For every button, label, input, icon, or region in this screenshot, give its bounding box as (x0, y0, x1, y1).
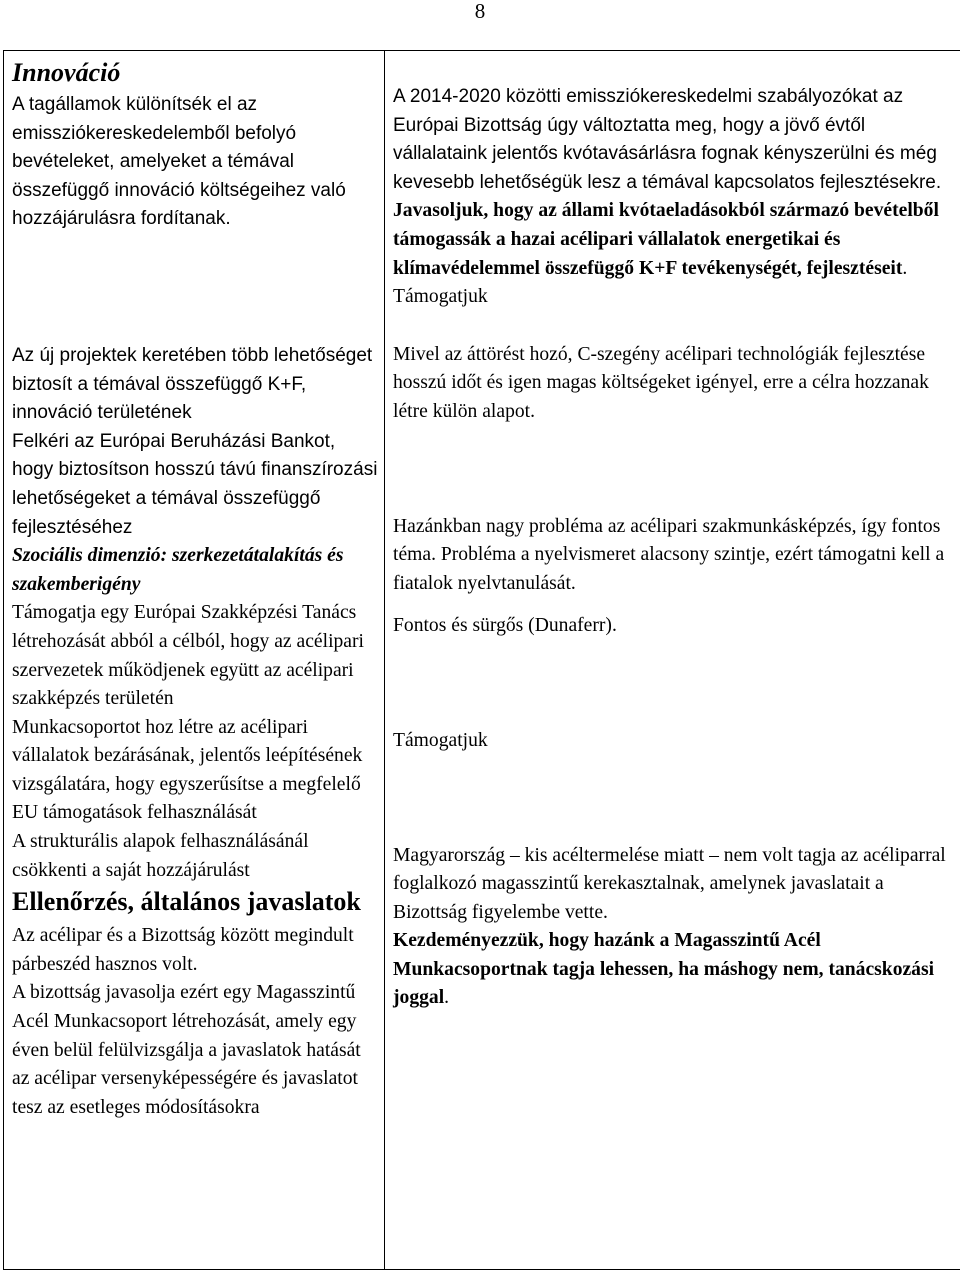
paragraph-urgent: Fontos és sürgős (Dunaferr). (393, 615, 617, 637)
paragraph-hlg: A bizottság javasolja ezért egy Magasszintű Acél Munkacsoport létrehozását, amely egy éven belül felülvizsgálja a javaslatok hatását az acélipar versenyképességére és javaslatot tesz az esetleges módosításokra (12, 982, 361, 1118)
paragraph-projects: Az új projektek keretében több lehetőséget biztosít a témával összefüggő K+F, innováció területének (12, 344, 373, 424)
table-row (4, 51, 960, 1270)
paragraph-ets-proposal: Javasoljuk, hogy az állami kvótaeladásokból származó bevételből támogassák a hazai acélipari vállalatok energetikai és klímavédelemmel összefüggő K+F tevékenységét, fejlesztéseit (393, 200, 939, 279)
right-column (385, 51, 960, 1270)
support-statement-2: Támogatjuk (393, 729, 488, 751)
paragraph-structural: A strukturális alapok felhasználásánál csökkenti a saját hozzájárulást (12, 831, 309, 881)
paragraph-initiative-end: . (444, 987, 450, 1009)
paragraph-vocational: Hazánkban nagy probléma az acélipari szakmunkásképzés, így fontos téma. Probléma a nyelvismeret alacsony szintje, ezért támogatni kell a fiatalok nyelvtanulását. (393, 515, 945, 594)
paragraph-initiative (393, 927, 959, 1013)
paragraph-ets-text: A 2014-2020 közötti emissziókereskedelmi szabályozókat az Európai Bizottság úgy változtatta meg, hogy a jövő évtől vállalataink jelentős kvótavásárlásra fognak kényszerülni és még kevesebb lehetőségük lesz a témával kapcsolatos fejlesztésekre. (393, 86, 942, 193)
support-statement-1: Támogatjuk (393, 286, 488, 308)
left-column (4, 51, 385, 1270)
paragraph-eib: Felkéri az Európai Beruházási Bankot, hogy biztosítson hosszú távú finanszírozási lehetőségeket a témával összefüggő fejlesztéséhez (12, 430, 378, 538)
paragraph-ets (393, 83, 959, 283)
paragraph-initiative-text: Kezdeményezzük, hogy hazánk a Magasszintű Acél Munkacsoportnak tagja lehessen, ha máshogy nem, tanácskozási joggal (393, 930, 935, 1009)
paragraph-innovation: A tagállamok különítsék el az emissziókereskedelemből befolyó bevételeket, amelyeket a témával összefüggő innováció költségeihez való hozzájárulásra fordítanak. (12, 94, 346, 230)
page-number: 8 (474, 0, 486, 23)
heading-innovation: Innováció (12, 58, 121, 87)
paragraph-ets-end: . (902, 257, 908, 279)
paragraph-hungary: Magyarország – kis acéltermelése miatt – nem volt tagja az acéliparral foglalkozó magasszintű kerekasztalnak, amelynek javaslatait a Bizottság figyelembe vette. (393, 844, 946, 923)
paragraph-dialogue: Az acélipar és a Bizottság között megindult párbeszéd hasznos volt. (12, 925, 354, 975)
paragraph-council: Támogatja egy Európai Szakképzési Tanács létrehozását abból a célból, hogy az acélipari szervezetek működjenek együtt az acélipari szakképzés területén (12, 602, 364, 710)
paragraph-breakthrough: Mivel az áttörést hozó, C-szegény acélipari technológiák fejlesztése hosszú időt és igen magas költségeket igényel, erre a célra hozzanak létre külön alapot. (393, 343, 929, 422)
paragraph-working-group: Munkacsoportot hoz létre az acélipari vállalatok bezárásának, jelentős leépítésének vizsgálatára, hogy egyszerűsítse a megfelelő EU támogatások felhasználását (12, 716, 363, 824)
heading-social: Szociális dimenzió: szerkezetátalakítás és szakemberigény (12, 545, 344, 595)
comparison-table (3, 50, 960, 1270)
heading-control: Ellenőrzés, általános javaslatok (12, 887, 361, 917)
